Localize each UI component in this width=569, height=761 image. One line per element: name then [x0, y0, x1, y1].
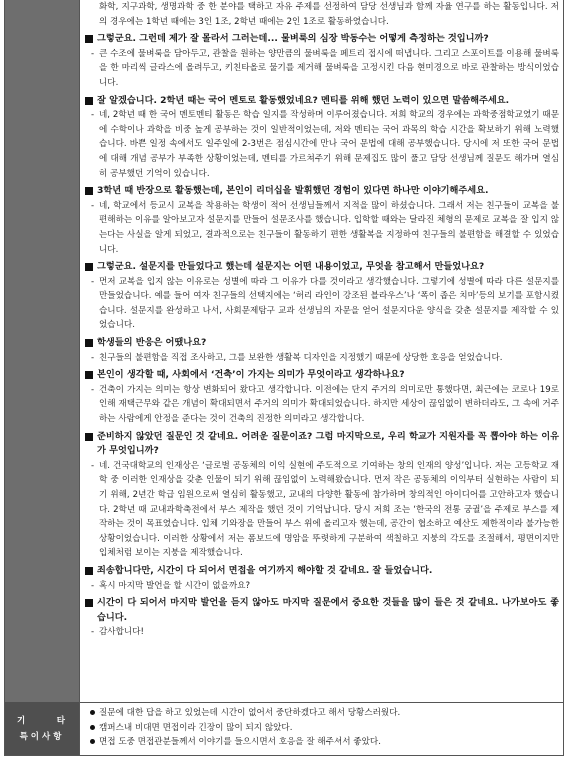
- note-item: 질문에 대한 답을 하고 있었는데 시간이 없어서 중단하겠다고 해서 당황스러웠다.: [85, 706, 555, 721]
- square-bullet-icon: [85, 371, 93, 379]
- left-header-column: [5, 0, 80, 702]
- answer-9: - 감사합니다!: [91, 627, 144, 638]
- answer-6: - 건축이 가지는 의미는 항상 변화되어 왔다고 생각합니다. 이전에는 단지 주거의 의미로만 통했다면, 최근에는 코로나 19로 인해 재택근무와 같은 개념이 확대되면서 주거의 의미가 확대되었습니다. 하지만 세상이 끊임없이 변하더라도, 그 속에 거주하는 사람에게 안정을 준다는 것이 건축의 진정한 의미라고 생각합니다.: [91, 384, 559, 425]
- note-item: 캠퍼스내 비대면 면접이라 긴장이 많이 되지 않았다.: [85, 721, 555, 736]
- row-divider: [5, 702, 563, 703]
- square-bullet-icon: [85, 263, 93, 271]
- answer-2: - 네, 2학년 때 한 국어 멘토멘티 활동은 학습 일지를 작성하며 이루어졌습니다. 저희 학교의 경우에는 과학중점학교였기 때문에 수학이나 과학을 비중 높게 공부하는 것이 일반적이었는데, 저와 멘티는 국어 과목의 학습 시간을 확보하기 위해 노력했습니다. 바쁜 일정 속에서도 일주일에 2-3번은 점심시간에 만나 국어 문법에 대해 공부했습니다. 당시에 저 또한 국어 문법에 대해 개념 공부가 부족한 상황이었는데, 멘티를 가르쳐주기 위해 문제집도 많이 풀고 담당 선생님께 질문도 해가며 열심히 공부했던 기억이 있습니다.: [91, 110, 559, 179]
- question-2: 잘 알겠습니다. 2학년 때는 국어 멘토로 활동했었네요? 멘티를 위해 했던 노력이 있으면 말씀해주세요.: [85, 94, 559, 109]
- question-6: 본인이 생각할 때, 사회에서 ‘건축’이 가지는 의미가 무엇이라고 생각하나요?: [85, 368, 559, 383]
- question-8: 죄송합니다만, 시간이 다 되어서 면접을 여기까지 해야할 것 같네요. 잘 들었습니다.: [85, 564, 559, 579]
- misc-label-top-right: 타: [56, 716, 67, 726]
- answer-4: - 먼저 교복을 입지 않는 이유로는 성별에 따라 그 이유가 다를 것이라고 생각했습니다. 그렇기에 성별에 따라 다른 설문지를 만들었습니다. 예를 들어 여자 친구들의 선택지에는 ‘허리 라인이 강조된 블라우스’나 ‘폭이 좁은 치마’등의 보기를 포함시켰습니다. 설문지를 완성하고 나서, 사회문제탐구 교과 선생님의 자문을 얻어 설문지다운 양식을 갖춘 설문지를 제작할 수 있었습니다.: [91, 276, 559, 331]
- answer-8: - 혹시 마지막 발언을 할 시간이 없을까요?: [91, 580, 251, 591]
- record-table: [4, 0, 564, 756]
- dot-bullet-icon: [90, 710, 95, 715]
- interview-content: [85, 0, 559, 640]
- question-9: 시간이 다 되어서 마지막 발언을 듣지 않아도 마지막 질문에서 중요한 것들을 많이 들은 것 같네요. 나가보아도 좋습니다.: [85, 596, 559, 625]
- answer-5: - 친구들의 불편함을 직접 조사하고, 그를 보완한 생활복 디자인을 지정했기 때문에 상당한 호응을 얻었습니다.: [91, 352, 503, 363]
- square-bullet-icon: [85, 35, 93, 43]
- question-5: 학생들의 반응은 어땠나요?: [85, 336, 559, 351]
- square-bullet-icon: [85, 97, 93, 105]
- dot-bullet-icon: [90, 739, 95, 744]
- square-bullet-icon: [85, 599, 93, 607]
- square-bullet-icon: [85, 433, 93, 441]
- note-item: 면접 도중 면접관분들께서 이야기를 들으시면서 호응을 잘 해주셔서 좋았다.: [85, 735, 555, 750]
- square-bullet-icon: [85, 567, 93, 575]
- question-4: 그렇군요. 설문지를 만들었다고 했는데 설문지는 어떤 내용이었고, 무엇을 참고해서 만들었나요?: [85, 260, 559, 275]
- question-7: 준비하지 않았던 질문인 것 같네요. 어려운 질문이죠? 그럼 마지막으로, 우리 학교가 지원자를 꼭 뽑아야 하는 이유가 무엇입니까?: [85, 430, 559, 459]
- misc-label-cell: [5, 702, 80, 755]
- answer-7: - 네. 건국대학교의 인재상은 ‘글로벌 공동체의 이익 실현에 주도적으로 기여하는 창의 인재의 양성’입니다. 저는 고등학교 재학 중 이러한 인재상을 갖춘 인물이 되기 위해 끊임없이 노력해왔습니다. 먼저 작은 공동체의 이익부터 실현하는 사람이 되기 위해, 2년간 학급 임원으로써 열심히 활동했고, 교내의 다양한 활동에 참가하며 창의적인 아이디어를 고안하고자 했습니다. 2학년 때 교내과학축전에서 부스 제작을 했던 것이 기억납니다. 당시 저희 조는 ‘한국의 전통 궁궐’을 주제로 부스를 제작하는 것이 목표였습니다. 입체 기와장을 만들어 부스 위에 올리고자 했는데, 공간이 협소하고 예산도 제한적이라 불가능한 상황이었습니다. 이러한 상황에서 저는 폼보드에 명암을 뚜렷하게 구분하여 색칠하고 지붕의 각도를 조절해서, 평면이지만 입체처럼 보이는 지붕을 제작했습니다.: [91, 460, 559, 559]
- question-1: 그렇군요. 그런데 제가 잘 몰라서 그러는데... 물벼룩의 심장 박동수는 어떻게 측정하는 것입니까?: [85, 32, 559, 47]
- misc-notes: [85, 706, 555, 750]
- misc-label-top-left: 기: [17, 716, 28, 726]
- square-bullet-icon: [85, 339, 93, 347]
- misc-label-bottom: 특이사항: [19, 732, 65, 742]
- answer-3: - 네, 학교에서 등교시 교복을 착용하는 학생이 적어 선생님들께서 지적을 많이 하셨습니다. 그래서 저는 친구들이 교복을 불편해하는 이유를 알아보고자 설문지를 만들어 설문조사를 했습니다. 입학할 때와는 달라진 체형의 문제로 교복을 잘 입지 않는다는 사실을 알게 되었고, 결과적으로는 친구들이 활동하기 편한 생활복을 지정하여 친구들의 불편함을 해결할 수 있었습니다.: [91, 200, 559, 255]
- question-3: 3학년 때 반장으로 활동했는데, 본인이 리더십을 발휘했던 경험이 있다면 하나만 이야기해주세요.: [85, 184, 559, 199]
- square-bullet-icon: [85, 187, 93, 195]
- intro-paragraph: 화학, 지구과학, 생명과학 중 한 분야를 택하고 자유 주제를 선정하여 담당 선생님과 함께 자율 연구를 하는 활동입니다. 저의 경우에는 1학년 때에는 3인 1조, 2학년 때에는 2인 1조로 활동하였습니다.: [99, 2, 559, 27]
- answer-1: - 큰 수조에 물벼룩을 담아두고, 관찰을 원하는 양만큼의 물벼룩을 페트리 접시에 떠냅니다. 그리고 스포이트를 이용해 물벼룩을 한 마리씩 글라스에 올려두고, 키친타올로 물기를 제거해 물벼룩을 고정시킨 다음 현미경으로 바로 관찰하는 방식이었습니다.: [91, 48, 559, 88]
- dot-bullet-icon: [90, 725, 95, 730]
